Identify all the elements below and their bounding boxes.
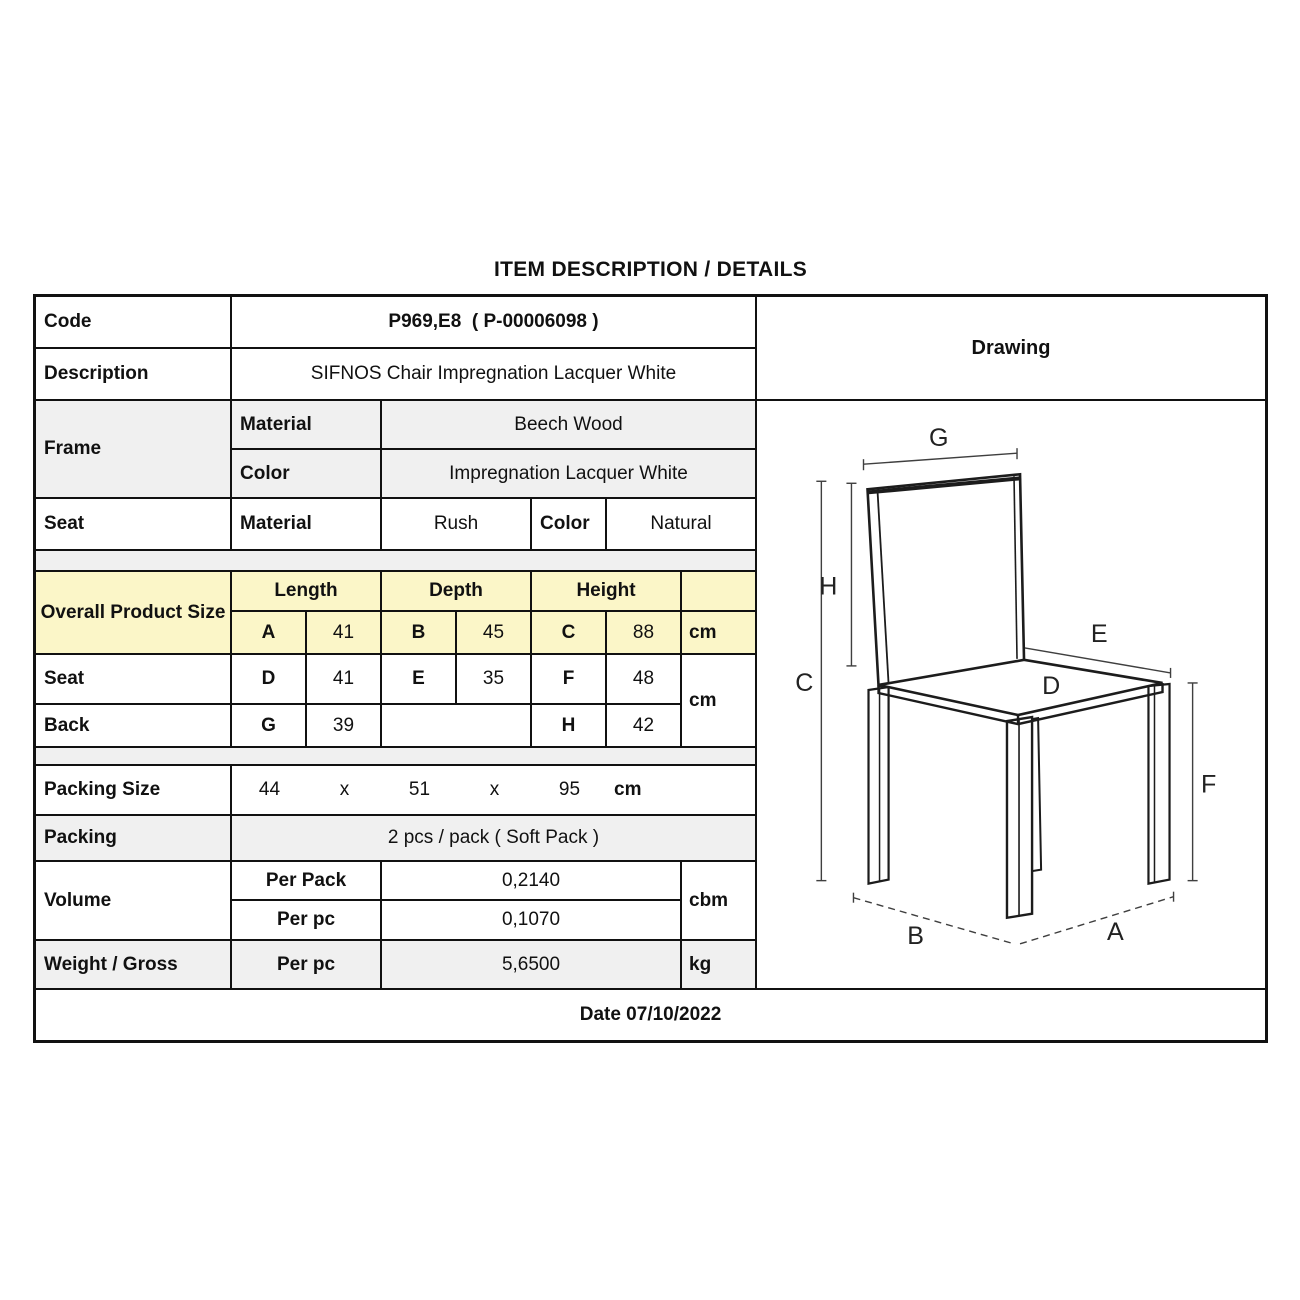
- frame-material-label: Material: [232, 401, 382, 450]
- dim-f-key: F: [532, 655, 607, 705]
- volume-unit: cbm: [682, 862, 757, 941]
- chair-drawing: [757, 401, 1265, 988]
- packing-size-unit: cm: [614, 779, 642, 801]
- dim-f-value: 48: [607, 655, 682, 705]
- weight-unit: kg: [682, 941, 757, 990]
- seat-label: Seat: [36, 499, 232, 551]
- drawing-header: Drawing: [757, 297, 1265, 401]
- frame-color-value: Impregnation Lacquer White: [382, 450, 757, 499]
- per-pc-value: 0,1070: [382, 901, 682, 941]
- packing-size-v2: 51: [408, 779, 431, 801]
- code-value: P969,E8 ( P-00006098 ): [232, 297, 757, 349]
- description-label: Description: [36, 349, 232, 401]
- seat-color-value: Natural: [607, 499, 757, 551]
- packing-size-label: Packing Size: [36, 766, 232, 816]
- height-header: Height: [532, 572, 682, 612]
- item-details-table: [33, 294, 1268, 1043]
- seat-material-value: Rush: [382, 499, 532, 551]
- dim-c-key: C: [532, 612, 607, 655]
- dim-label-d: D: [1042, 671, 1061, 700]
- dim-g-key: G: [232, 705, 307, 748]
- dim-label-e: E: [1090, 619, 1108, 648]
- weight-per-pc-label: Per pc: [232, 941, 382, 990]
- dim-e-key: E: [382, 655, 457, 705]
- per-pack-label: Per Pack: [232, 862, 382, 901]
- frame-color-label: Color: [232, 450, 382, 499]
- dim-h-value: 42: [607, 705, 682, 748]
- packing-size-v3: 95: [558, 779, 581, 801]
- dim-d-key: D: [232, 655, 307, 705]
- per-pack-value: 0,2140: [382, 862, 682, 901]
- dim-label-a: A: [1106, 917, 1124, 946]
- dim-label-b: B: [907, 921, 925, 950]
- dim-label-c: C: [795, 668, 814, 697]
- page-title: ITEM DESCRIPTION / DETAILS: [493, 258, 808, 281]
- volume-label: Volume: [36, 862, 232, 941]
- chair-outline: [868, 474, 1170, 918]
- dim-label-h: H: [819, 572, 838, 601]
- dim-a-value: 41: [307, 612, 382, 655]
- length-header: Length: [232, 572, 382, 612]
- packing-label: Packing: [36, 816, 232, 862]
- date-row: Date 07/10/2022: [579, 1004, 722, 1026]
- packing-value: 2 pcs / pack ( Soft Pack ): [232, 816, 757, 862]
- weight-value: 5,6500: [382, 941, 682, 990]
- chair-left-leg: [869, 687, 889, 884]
- dim-label-g: G: [928, 424, 949, 453]
- frame-label: Frame: [36, 401, 232, 499]
- dim-c-value: 88: [607, 612, 682, 655]
- packing-size-x2: x: [489, 779, 500, 801]
- spacer-row: [36, 551, 757, 572]
- dim-label-f: F: [1201, 770, 1217, 799]
- seat-material-label: Material: [232, 499, 382, 551]
- drawing-panel: [757, 401, 1265, 990]
- dim-e-value: 35: [457, 655, 532, 705]
- size-header-empty: [682, 572, 757, 612]
- chair-backrest: [868, 474, 1025, 686]
- dim-a-key: A: [232, 612, 307, 655]
- overall-size-label: Overall Product Size: [36, 572, 232, 655]
- dim-h-key: H: [532, 705, 607, 748]
- seat-size-label: Seat: [36, 655, 232, 705]
- overall-unit: cm: [682, 612, 757, 655]
- description-value: SIFNOS Chair Impregnation Lacquer White: [232, 349, 757, 401]
- frame-material-value: Beech Wood: [382, 401, 757, 450]
- back-depth-empty: [382, 705, 532, 748]
- dim-g-value: 39: [307, 705, 382, 748]
- depth-header: Depth: [382, 572, 532, 612]
- seat-color-label: Color: [532, 499, 607, 551]
- spacer-row: [36, 748, 757, 766]
- chair-right-leg: [1148, 684, 1169, 884]
- packing-size-v1: 44: [258, 779, 281, 801]
- packing-size-values: [232, 766, 757, 816]
- packing-size-x1: x: [339, 779, 350, 801]
- per-pc-label: Per pc: [232, 901, 382, 941]
- seat-back-unit: cm: [682, 655, 757, 748]
- back-size-label: Back: [36, 705, 232, 748]
- weight-label: Weight / Gross: [36, 941, 232, 990]
- code-label: Code: [36, 297, 232, 349]
- dim-d-value: 41: [307, 655, 382, 705]
- dim-b-value: 45: [457, 612, 532, 655]
- dim-b-key: B: [382, 612, 457, 655]
